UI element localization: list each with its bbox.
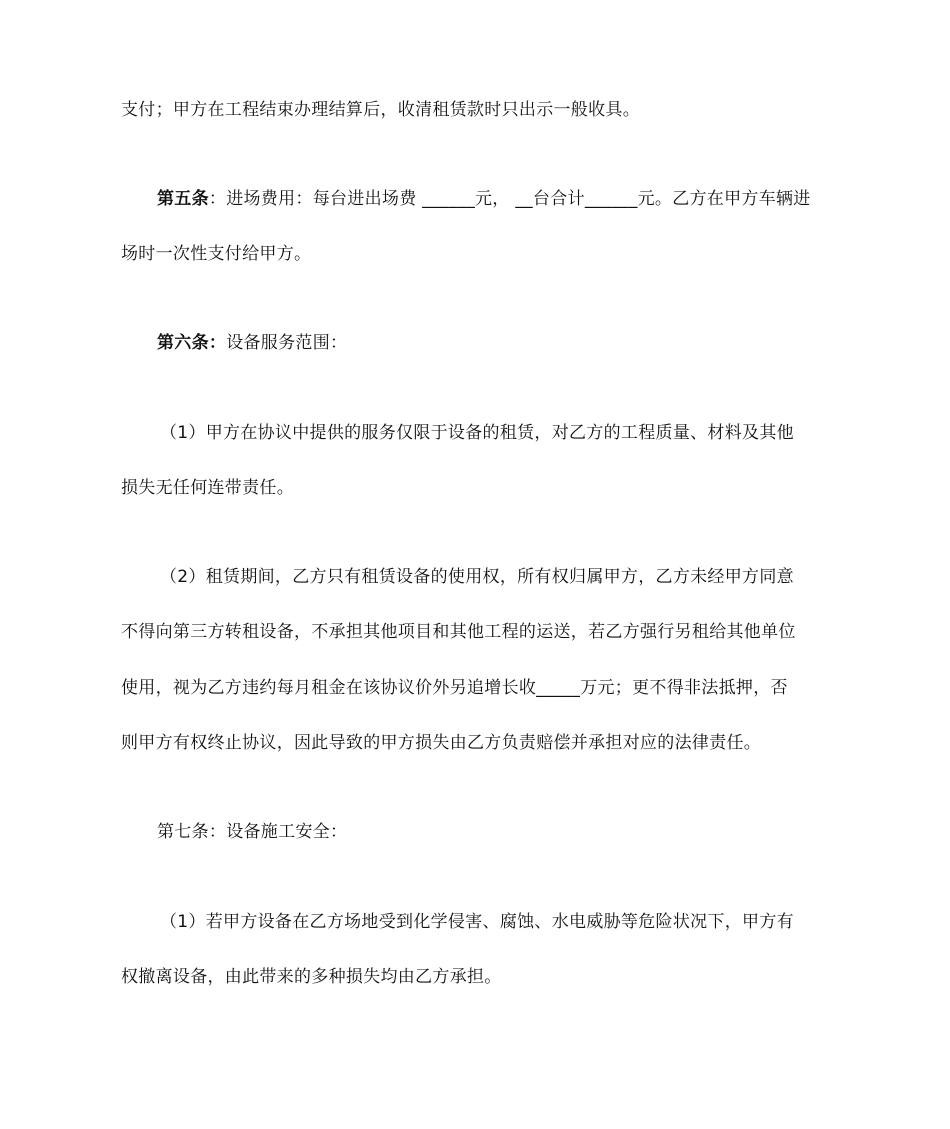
article-7-line: 第七条：设备施工安全： (157, 822, 348, 842)
article-text: ：进场费用：每台进出场费 ______元， __台合计______元。乙方在甲方车辆进 (208, 189, 811, 209)
paragraph-line: 损失无任何连带责任。 (121, 478, 294, 498)
article-6-line (157, 331, 833, 355)
article-text: 设备服务范围： (226, 333, 348, 353)
article-5-line (157, 187, 833, 211)
paragraph-line: 则甲方有权终止协议，因此导致的甲方损失由乙方负责赔偿并承担对应的法律责任。 (121, 733, 762, 753)
article-heading: 第六条： (157, 333, 227, 353)
paragraph-line: 权撤离设备，由此带来的多种损失均由乙方承担。 (121, 967, 502, 987)
paragraph-line: 场时一次性支付给甲方。 (121, 244, 312, 264)
paragraph-line: 支付；甲方在工程结束办理结算后，收清租赁款时只出示一般收具。 (121, 100, 640, 120)
article-heading: 第五条 (157, 189, 209, 209)
paragraph-line: （2）租赁期间，乙方只有租赁设备的使用权，所有权归属甲方，乙方未经甲方同意 (160, 567, 794, 587)
paragraph-line: （1）若甲方设备在乙方场地受到化学侵害、腐蚀、水电威胁等危险状况下，甲方有 (160, 912, 794, 932)
paragraph-line: 不得向第三方转租设备，不承担其他项目和其他工程的运送，若乙方强行另租给其他单位 (121, 622, 796, 642)
paragraph-line: （1）甲方在协议中提供的服务仅限于设备的租赁，对乙方的工程质量、材料及其他 (160, 423, 794, 443)
paragraph-line: 使用，视为乙方违约每月租金在该协议价外另追增长收_____万元；更不得非法抵押，否 (121, 678, 788, 698)
